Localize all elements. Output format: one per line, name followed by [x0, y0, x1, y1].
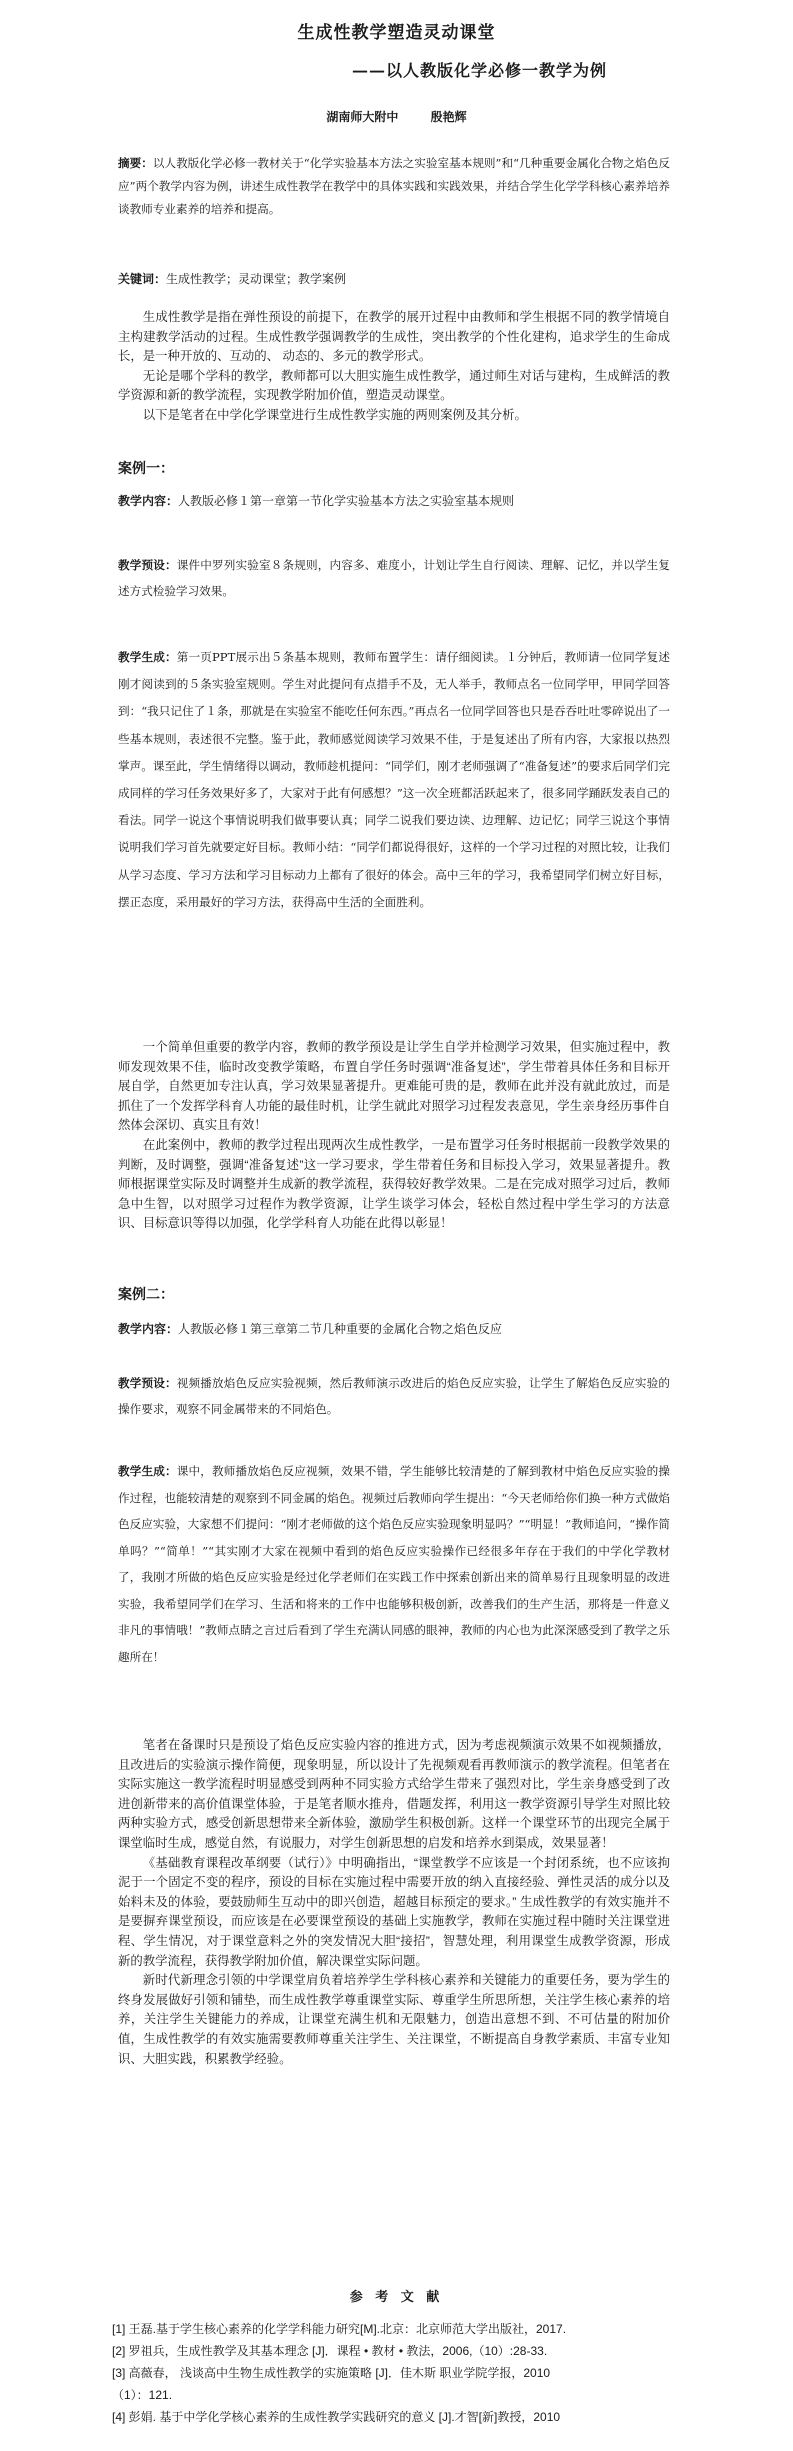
case2-analysis-paragraph-3: 新时代新理念引领的中学课堂肩负着培养学生学科核心素养和关键能力的重要任务，要为学生的终身发展做好引领和铺垫，而生成性教学尊重课堂实际、尊重学生所思所想，关注学生核心素养的培养，关注学生关键能力的养成，让课堂充满生机和无限魅力，创造出意想不到、不可估量的附加价值，生成性教学的有效实施需要教师尊重关注学生、关注课堂，不断提高自身教学素质、丰富专业知识、大胆实践，积累教学经验。	[118, 1973, 670, 2066]
case2-gen-label: 教学生成：	[118, 1464, 177, 1478]
case2-heading: 案例二：	[118, 1286, 174, 1302]
case2-preset-text: 视频播放焰色反应实验视频，然后教师演示改进后的焰色反应实验，让学生了解焰色反应实验的操作要求，观察不同金属带来的不同焰色。	[118, 1376, 670, 1416]
case2-content-text: 人教版必修１第三章第二节几种重要的金属化合物之焰色反应	[178, 1322, 503, 1336]
abstract	[118, 152, 670, 221]
case2-generation	[118, 1458, 670, 1670]
case1-analysis	[118, 1038, 670, 1234]
case1-gen-text: 第一页PPT展示出５条基本规则，教师布置学生：请仔细阅读。１分钟后，教师请一位同学复述刚才阅读到的５条实验室规则。学生对此提问有点措手不及，无人举手，教师点名一位同学甲，甲同学回答到：“我只记住了１条，那就是在实验室不能吃任何东西。”再点名一位同学回答也只是吞吞吐吐零碎说出了一些基本规则，表述很不完整。鉴于此，教师感觉阅读学习效果不佳，于是复述出了所有内容，大家报以热烈掌声。课至此，学生情绪得以调动，教师趁机提问：“同学们，刚才老师强调了“准备复述”的要求后同学们完成同样的学习任务效果好多了，大家对于此有何感想？”这一次全班都活跃起来了，很多同学踊跃发表自己的看法。同学一说这个事情说明我们做事要认真；同学二说我们要边读、边理解、边记忆；同学三说这个事情说明我们学习首先就要定好目标。教师小结：“同学们都说得很好，这样的一个学习过程的对照比较，让我们从学习态度、学习方法和学习目标动力上都有了很好的体会。高中三年的学习，我希望同学们树立好目标，摆正态度，采用最好的学习方法，获得高中生活的全面胜利。	[118, 650, 670, 909]
keywords-label: 关键词：	[118, 272, 167, 286]
keywords-text: 生成性教学；灵动课堂；教学案例	[166, 272, 347, 286]
author-name: 殷艳辉	[430, 110, 467, 124]
case1-preset-text: 课件中罗列实验室８条规则，内容多、难度小，计划让学生自行阅读、理解、记忆，并以学生复述方式检验学习效果。	[118, 558, 670, 598]
abstract-label: 摘要：	[118, 156, 153, 170]
reference-item: [2] 罗祖兵，生成性教学及其基本理念 [J]．课程 • 教材 • 教法，2006,（10）:28-33.	[112, 2344, 548, 2358]
case2-preset	[118, 1370, 670, 1422]
intro-paragraph-2: 无论是哪个学科的教学，教师都可以大胆实施生成性教学，通过师生对话与建构，生成鲜活的教学资源和新的教学流程，实现教学附加价值，塑造灵动课堂。	[118, 368, 670, 403]
case2-gen-text: 课中，教师播放焰色反应视频，效果不错，学生能够比较清楚的了解到教材中焰色反应实验的操作过程，也能较清楚的观察到不同金属的焰色。视频过后教师向学生提出：“今天老师给你们换一种方式做焰色反应实验，大家想不们提问：“刚才老师做的这个焰色反应实验现象明显吗？”“明显！”教师追问，“操作简单吗？”“简单！”“其实刚才大家在视频中看到的焰色反应实验操作已经很多年存在于我们的中学化学教材了，我刚才所做的焰色反应实验是经过化学老师们在实践工作中探索创新出来的简单易行且现象明显的改进实验，我希望同学们在学习、生活和将来的工作中也能够积极创新，改善我们的生产生活，那将是一件意义非凡的事情哦！”教师点睛之言过后看到了学生充满认同感的眼神，教师的内心也为此深深感受到了教学之乐趣所在！	[118, 1464, 670, 1664]
reference-item: [1] 王磊.基于学生核心素养的化学学科能力研究[M].北京：北京师范大学出版社，2017.	[112, 2322, 567, 2336]
case1-heading: 案例一：	[118, 460, 174, 476]
case2-analysis-paragraph-1: 笔者在备课时只是预设了焰色反应实验内容的推进方式，因为考虑视频演示效果不如视频播放，且改进后的实验演示操作简便，现象明显，所以设计了先视频观看再教师演示的教学流程。但笔者在实际实施这一教学流程时明显感受到两种不同实验方式给学生带来了强烈对比，学生亲身感受到了改进创新带来的高价值课堂体验，于是笔者顺水推舟，借题发挥，利用这一教学资源引导学生对照比较两种实验方式，感受创新思想带来全新体验，激励学生积极创新。这样一个课堂环节的出现完全属于课堂临时生成，感觉自然，有说服力，对学生创新思想的启发和培养水到渠成，效果显著！	[118, 1738, 670, 1850]
case2-preset-label: 教学预设：	[118, 1376, 177, 1390]
case2-content-label: 教学内容：	[118, 1322, 179, 1336]
reference-item: [3] 高薇春， 浅谈高中生物生成性教学的实施策略 [J]．佳木斯 职业学院学报，2010	[112, 2366, 551, 2380]
references-list	[112, 2318, 682, 2428]
reference-item: （1）：121.	[112, 2388, 173, 2402]
case1-content	[118, 492, 670, 511]
document-title: 生成性教学塑造灵动课堂	[297, 23, 496, 43]
reference-item: [4] 彭娟. 基于中学化学核心素养的生成性教学实践研究的意义 [J].才智[新]教授，2010	[112, 2410, 561, 2424]
abstract-text: 以人教版化学必修一教材关于“化学实验基本方法之实验室基本规则”和“几种重要金属化合物之焰色反应”两个教学内容为例，讲述生成性教学在教学中的具体实践和实践效果，并结合学生化学学科核心素养培养谈教师专业素养的培养和提高。	[118, 156, 670, 216]
case1-content-label: 教学内容：	[118, 494, 179, 508]
case1-gen-label: 教学生成：	[118, 650, 177, 664]
introduction	[118, 308, 670, 426]
case1-generation	[118, 644, 670, 916]
case2-analysis	[118, 1736, 670, 2069]
case1-content-text: 人教版必修１第一章第一节化学实验基本方法之实验室基本规则	[178, 494, 515, 508]
case1-preset-label: 教学预设：	[118, 558, 177, 572]
case1-analysis-paragraph-1: 一个简单但重要的教学内容，教师的教学预设是让学生自学并检测学习效果，但实施过程中，教师发现效果不佳，临时改变教学策略，布置自学任务时强调“准备复述”，学生带着具体任务和目标开展自学，自然更加专注认真，学习效果显著提升。更难能可贵的是，教师在此并没有就此放过，而是抓住了一个发挥学科育人功能的最佳时机，让学生就此对照学习过程发表意见，学生亲身经历事件自然体会深切、真实且有效！	[118, 1040, 670, 1133]
keywords	[118, 270, 670, 289]
references-title: 参 考 文 献	[349, 2290, 444, 2305]
document-subtitle: ——以人教版化学必修一教学为例	[352, 61, 608, 80]
author-line	[0, 108, 793, 125]
intro-paragraph-3: 以下是笔者在中学化学课堂进行生成性教学实施的两则案例及其分析。	[142, 407, 527, 422]
case2-content	[118, 1320, 670, 1339]
case1-analysis-paragraph-2: 在此案例中，教师的教学过程出现两次生成性教学，一是布置学习任务时根据前一段教学效果的判断，及时调整，强调“准备复述”这一学习要求，学生带着任务和目标投入学习，效果显著提升。教师根据课堂实际及时调整并生成新的教学流程，获得较好教学效果。二是在完成对照学习过后，教师急中生智，以对照学习过程作为教学资源，让学生谈学习体会，轻松自然过程中学生学习的方法意识、目标意识等得以加强，化学学科育人功能在此得以彰显！	[118, 1137, 670, 1231]
author-affiliation: 湖南师大附中	[326, 110, 399, 124]
case1-preset	[118, 552, 670, 604]
case2-analysis-paragraph-2: 《基础教育课程改革纲要（试行）》中明确指出，“课堂教学不应该是一个封闭系统，也不应该拘泥于一个固定不变的程序，预设的目标在实施过程中需要开放的纳入直接经验、弹性灵活的成分以及始料未及的体验，要鼓励师生互动中的即兴创造，超越目标预定的要求。” 生成性教学的有效实施并不是要摒弃课堂预设，而应该是在必要课堂预设的基础上实施教学，教师在实施过程中随时关注课堂进程、学生情况，对于课堂意料之外的突发情况大胆“接招”，智慧处理，利用课堂生成教学资源，形成新的教学流程，获得教学附加价值，解决课堂实际问题。	[118, 1855, 670, 1968]
intro-paragraph-1: 生成性教学是指在弹性预设的前提下，在教学的展开过程中由教师和学生根据不同的教学情境自主构建教学活动的过程。生成性教学强调教学的生成性，突出教学的个性化建构，追求学生的生命成长，是一种开放的、互动的、 动态的、多元的教学形式。	[118, 310, 670, 364]
